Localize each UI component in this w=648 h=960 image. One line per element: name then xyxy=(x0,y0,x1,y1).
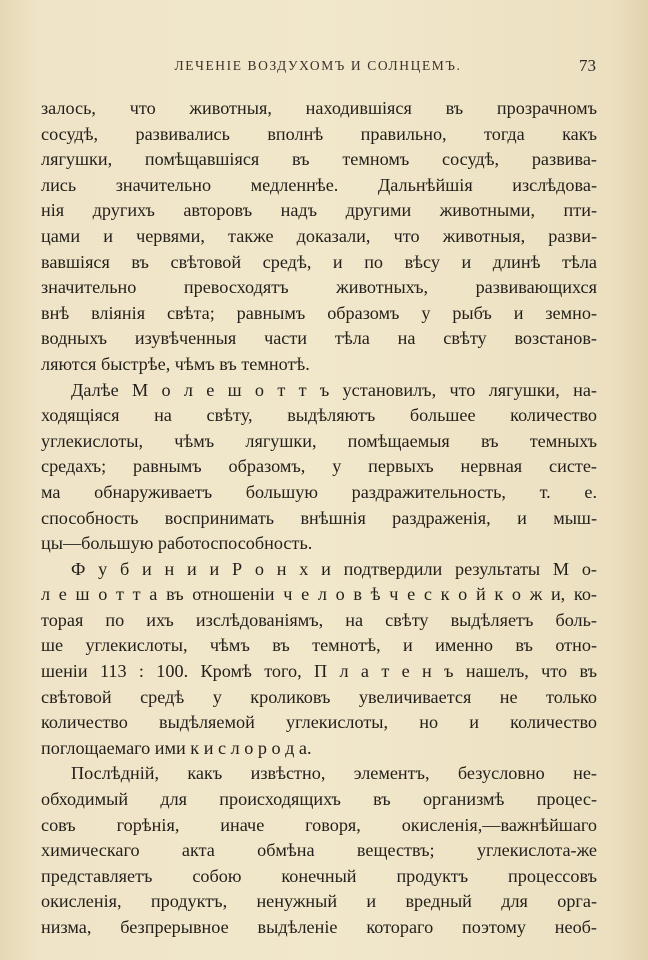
text-line: л е ш о т т а въ отношеніи ч е л о в ѣ ч е с к о й к о ж и, ко- xyxy=(41,584,597,605)
text-line: залось, что животныя, находившіяся въ прозрачномъ xyxy=(41,98,597,118)
text-line: лягушки, помѣщавшіяся въ темномъ сосудѣ, развива- xyxy=(41,149,597,170)
text-line: торая по ихъ изслѣдованіямъ, на свѣту выдѣляетъ боль- xyxy=(41,609,597,630)
text-line: совъ горѣнія, иначе говоря, окисленія,—важнѣйшаго xyxy=(41,814,597,835)
text-line: шеніи 113 : 100. Кромѣ того, П л а т е н ъ нашелъ, что въ xyxy=(41,661,597,682)
text-line: количество выдѣляемой углекислоты, но и количество xyxy=(41,712,597,733)
text-line: обходимый для происходящихъ въ организмѣ процес- xyxy=(41,789,597,810)
text-line: сосудѣ, развивались вполнѣ правильно, тогда какъ xyxy=(41,123,597,144)
running-title: ЛЕЧЕНІЕ ВОЗДУХОМЪ И СОЛНЦЕМЪ. xyxy=(174,58,462,73)
body-text xyxy=(41,96,597,941)
text-line: цами и червями, также доказали, что животныя, разви- xyxy=(41,225,597,246)
page-header xyxy=(40,58,596,82)
text-line: внѣ вліянія свѣта; равнымъ образомъ у рыбъ и земно- xyxy=(41,302,597,323)
text-line: лись значительно медленнѣе. Дальнѣйшія изслѣдова- xyxy=(41,174,597,195)
text-line: ма обнаруживаетъ большую раздражительность, т. е. xyxy=(41,481,597,502)
text-line: вавшіяся въ свѣтовой средѣ, и по вѣсу и длинѣ тѣла xyxy=(41,251,597,272)
text-line: средахъ; равнымъ образомъ, у первыхъ нервная систе- xyxy=(41,456,597,477)
text-line: Послѣдній, какъ извѣстно, элементъ, безусловно не- xyxy=(71,763,597,784)
text-line: низма, безпрерывное выдѣленіе котораго поэтому необ- xyxy=(41,917,597,937)
text-line: окисленія, продуктъ, ненужный и вредный для орга- xyxy=(41,891,597,912)
paragraph-2 xyxy=(41,378,597,557)
text-line: значительно превосходятъ животныхъ, развивающихся xyxy=(41,277,597,298)
text-line: водныхъ изувѣченныя части тѣла на свѣту возстанов- xyxy=(41,328,597,349)
paragraph-1 xyxy=(41,96,597,378)
text-line: цы—большую работоспособность. xyxy=(41,533,313,554)
text-line: ше углекислоты, чѣмъ въ темнотѣ, и именно въ отно- xyxy=(41,635,597,656)
text-line: химическаго акта обмѣна веществъ; углекислота-же xyxy=(41,840,597,861)
text-line: поглощаемаго ими к и с л о р о д а. xyxy=(41,737,312,758)
text-line: ходящіяся на свѣту, выдѣляютъ большее количество xyxy=(41,405,597,426)
text-line: Далѣе М о л е ш о т т ъ установилъ, что лягушки, на- xyxy=(71,379,597,400)
text-line: свѣтовой средѣ у кроликовъ увеличивается не только xyxy=(41,686,597,707)
text-line: представляетъ собою конечный продуктъ процессовъ xyxy=(41,865,597,886)
text-line: углекислоты, чѣмъ лягушки, помѣщаемыя въ темныхъ xyxy=(41,430,597,451)
paragraph-3 xyxy=(41,557,597,762)
text-line: Ф у б и н и и Р о н х и подтвердили результаты М о- xyxy=(71,558,597,579)
paragraph-4 xyxy=(41,761,597,940)
text-line: ляются быстрѣе, чѣмъ въ темнотѣ. xyxy=(41,353,310,374)
text-line: нія другихъ авторовъ надъ другими животными, пти- xyxy=(41,200,597,221)
page-number: 73 xyxy=(579,56,596,75)
text-line: способность воспринимать внѣшнія раздраженія, и мыш- xyxy=(41,507,597,528)
